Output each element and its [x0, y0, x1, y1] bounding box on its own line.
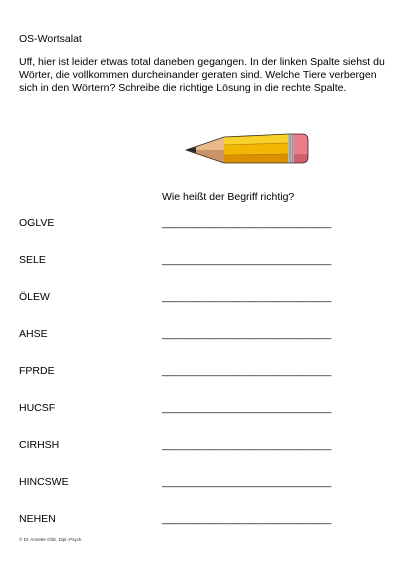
list-item [19, 291, 339, 305]
scrambled-word: SELE [19, 254, 46, 266]
answer-line[interactable]: _____________________________ [162, 365, 332, 377]
pencil-icon [184, 130, 310, 166]
answer-line[interactable]: _____________________________ [162, 291, 332, 303]
list-item [19, 513, 339, 527]
copyright-footer: © Dr. Annette Glitz, Dipl.-Psych. [19, 537, 83, 542]
answer-line[interactable]: _____________________________ [162, 328, 332, 340]
scrambled-word: HINCSWE [19, 476, 69, 488]
answer-line[interactable]: _____________________________ [162, 402, 332, 414]
instructions-text: Uff, hier ist leider etwas total daneben gegangen. In der linken Spalte siehst du Wörter, die vollkommen durcheinander geraten sind. Welche Tiere verbergen sich in den Wörtern? Schreibe die richtige Lösung in die rechte Spalte. [19, 56, 385, 94]
list-item [19, 402, 339, 416]
answer-column-heading: Wie heißt der Begriff richtig? [162, 191, 295, 203]
list-item [19, 217, 339, 231]
worksheet-title: OS-Wortsalat [19, 33, 82, 45]
answer-line[interactable]: _____________________________ [162, 439, 332, 451]
answer-line[interactable]: _____________________________ [162, 217, 332, 229]
list-item [19, 254, 339, 268]
scrambled-word: CIRHSH [19, 439, 60, 451]
list-item [19, 439, 339, 453]
answer-line[interactable]: _____________________________ [162, 254, 332, 266]
scrambled-word: OGLVE [19, 217, 55, 229]
answer-line[interactable]: _____________________________ [162, 476, 332, 488]
scrambled-word: NEHEN [19, 513, 56, 525]
list-item [19, 328, 339, 342]
scrambled-word: HUCSF [19, 402, 56, 414]
list-item [19, 476, 339, 490]
list-item [19, 365, 339, 379]
answer-line[interactable]: _____________________________ [162, 513, 332, 525]
scrambled-word: AHSE [19, 328, 48, 340]
scrambled-word: FPRDE [19, 365, 55, 377]
scrambled-word: ÖLEW [19, 291, 50, 303]
